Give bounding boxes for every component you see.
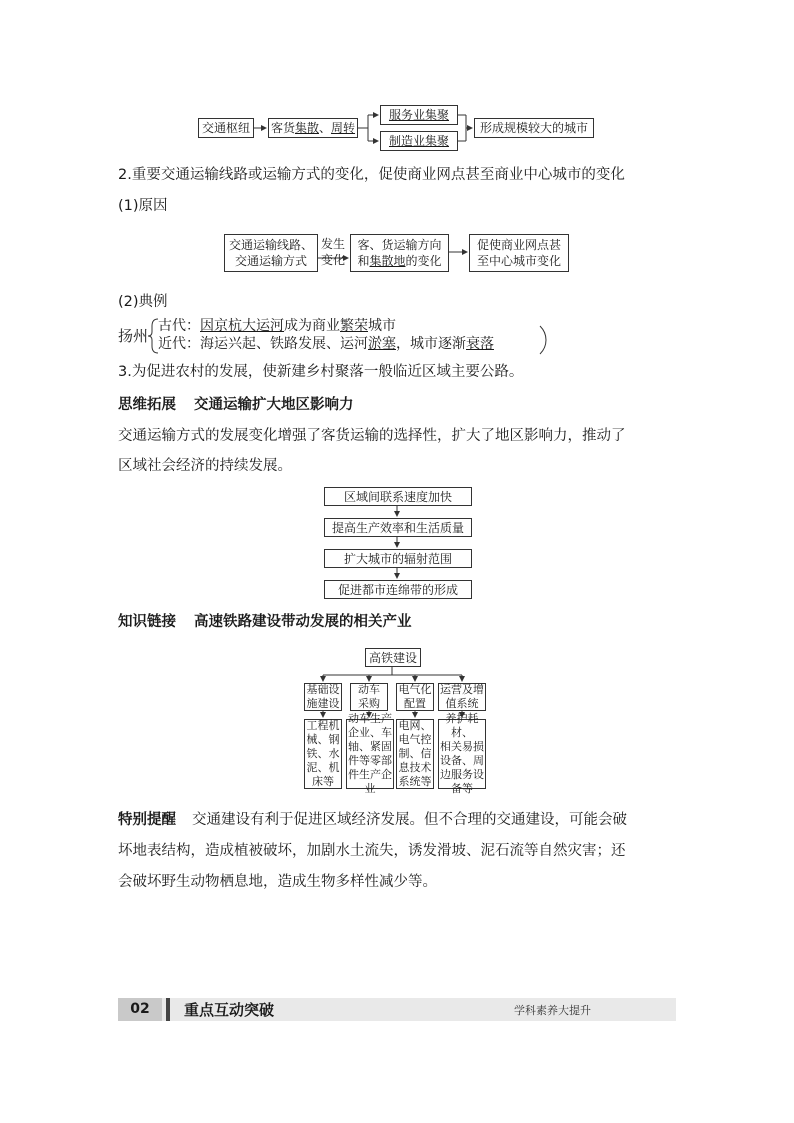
modern-a: 海运兴起、铁路发展、运河	[200, 336, 368, 352]
flow2-mid-line2c: 的变化	[405, 254, 442, 268]
flow2-cause-box	[224, 234, 318, 272]
tree-l2-emu: 动车生产 企业、车 轴、紧固 件等零部 件生产企业	[348, 712, 392, 795]
ancient-c: 繁荣	[340, 318, 368, 334]
tree-l2-operation: 养护耗材、 相关易损 设备、周 边服务设 备等	[440, 712, 484, 795]
tree-root: 高铁建设	[365, 648, 421, 667]
ancient-d: 城市	[368, 318, 396, 334]
flow1-manufacture-text: 制造业集聚	[388, 134, 449, 148]
section-divider	[166, 998, 170, 1021]
flow2-occur-label: 发生 变化	[320, 237, 345, 267]
reason-label: (1)原因	[118, 198, 168, 214]
flow2-mid-line2a: 和	[357, 254, 370, 268]
tree-l2-electric: 电网、 电气控 制、信 息技术 系统等	[396, 719, 434, 789]
modern-c: ，城市逐渐	[396, 336, 466, 352]
flow2-mid-line1: 客、货运输方向	[357, 238, 442, 252]
tree-l1-operation: 运营及增 值系统	[440, 683, 484, 710]
tip-line1-text: 交通建设有利于促进区域经济发展。但不合理的交通建设，可能会破	[192, 812, 627, 828]
tree-l1-infra: 基础设 施建设	[304, 683, 342, 711]
think-step-1: 区域间联系速度加快	[324, 487, 472, 506]
modern-d: 衰落	[466, 336, 494, 352]
think-para-2: 区域社会经济的持续发展。	[118, 458, 292, 474]
flow1-hub-box	[198, 118, 254, 138]
flow1-service-box	[380, 105, 458, 125]
tip-line-3: 会破坏野生动物栖息地，造成生物多样性减少等。	[118, 874, 437, 890]
flow1-hub-text: 交通枢纽	[201, 121, 250, 135]
link-title-a: 知识链接	[118, 614, 176, 630]
think-step-4: 促进都市连绵带的形成	[324, 580, 472, 599]
flow1-manufacture-box	[380, 131, 458, 151]
point-3: 3.为促进农村的发展，使新建乡村聚落一般临近区域主要公路。	[118, 364, 524, 380]
think-step-2: 提高生产效率和生活质量	[324, 518, 472, 537]
yangzhou-ancient	[158, 316, 396, 336]
flow2-mid-box	[350, 234, 449, 272]
tree-l1-emu: 动车 采购	[350, 683, 388, 711]
flow2-effect-box	[469, 234, 569, 272]
link-title-b: 高速铁路建设带动发展的相关产业	[194, 614, 412, 630]
ancient-b: 成为商业	[284, 318, 340, 334]
heading-2: 2.重要交通运输线路或运输方式的变化，促使商业网点甚至商业中心城市的变化	[118, 167, 625, 183]
think-step-3: 扩大城市的辐射范围	[324, 549, 472, 568]
tip-line-1	[118, 810, 627, 830]
example-label: (2)典例	[118, 294, 168, 310]
ancient-label: 古代：	[158, 318, 200, 334]
flow1-result-box	[474, 118, 594, 138]
yangzhou-city: 扬州	[118, 327, 149, 345]
yangzhou-modern	[158, 334, 494, 354]
flow2-effect-text: 促使商业网点甚 至中心城市变化	[476, 238, 561, 268]
section-title: 重点互动突破	[184, 1001, 275, 1019]
think-title	[118, 395, 354, 415]
section-subtitle: 学科素养大提升	[514, 1004, 591, 1017]
think-title-b: 交通运输扩大地区影响力	[194, 397, 354, 413]
flow1-gather-b: 集散	[294, 121, 319, 135]
tip-line-2: 坏地表结构，造成植被破坏，加剧水土流失，诱发滑坡、泥石流等自然灾害；还	[118, 843, 626, 859]
modern-label: 近代：	[158, 336, 200, 352]
section-number: 02	[118, 998, 162, 1021]
flow1-gather-d: 周转	[331, 121, 356, 135]
tree-l2-infra: 工程机 械、钢 铁、水 泥、机 床等	[304, 719, 342, 789]
link-title	[118, 612, 412, 632]
flow1-gather-box	[268, 118, 358, 138]
flow1-service-text: 服务业集聚	[388, 108, 449, 122]
tree-l1-electric: 电气化 配置	[396, 683, 434, 711]
modern-b: 淤塞	[368, 336, 396, 352]
flow2-cause-text: 交通运输线路、 交通运输方式	[228, 238, 313, 268]
flow1-gather-c: 、	[319, 121, 332, 135]
flow1-gather-a: 客货	[270, 121, 295, 135]
flow1-result-text: 形成规模较大的城市	[479, 121, 588, 135]
flow2-mid-line2b: 集散地	[369, 254, 406, 268]
ancient-a: 因京杭大运河	[200, 318, 284, 334]
tip-title: 特别提醒	[118, 812, 176, 828]
think-title-a: 思维拓展	[118, 397, 176, 413]
think-para-1: 交通运输方式的发展变化增强了客货运输的选择性，扩大了地区影响力，推动了	[118, 428, 626, 444]
